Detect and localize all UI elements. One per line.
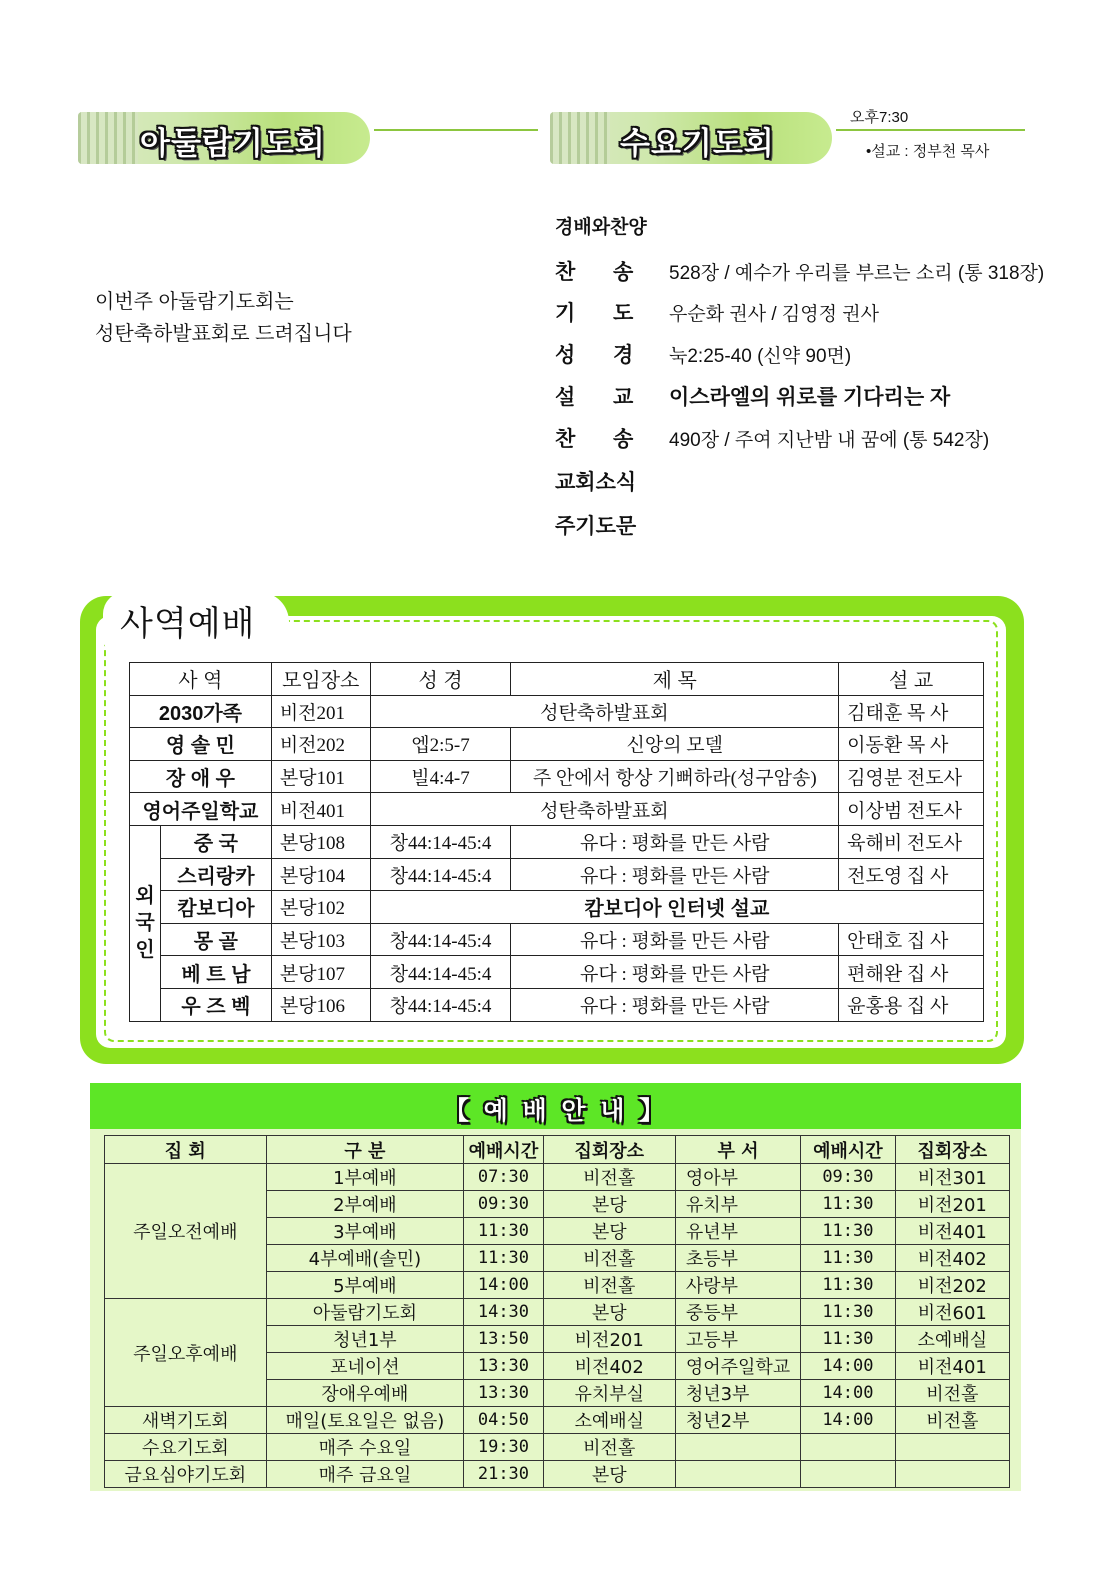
order-value: 눅2:25-40 (신약 90면) xyxy=(669,345,852,367)
ministry-preacher: 전도영 집 사 xyxy=(839,858,984,891)
order-item xyxy=(555,297,879,327)
foreign-label-char: 외 xyxy=(135,884,155,907)
service-kind: 3부예배 xyxy=(266,1218,464,1245)
table-row xyxy=(130,695,984,728)
department-time: 11:30 xyxy=(801,1326,896,1353)
header-cell: 성 경 xyxy=(370,663,511,696)
ministry-preacher: 육해비 전도사 xyxy=(839,825,984,858)
table-row xyxy=(130,891,984,924)
department-place: 소예배실 xyxy=(895,1326,1009,1353)
department-time: 11:30 xyxy=(801,1272,896,1299)
department-place: 비전301 xyxy=(895,1164,1009,1191)
service-kind: 5부예배 xyxy=(266,1272,464,1299)
department-place: 비전402 xyxy=(895,1245,1009,1272)
ministry-title-cell: 주 안에서 항상 기뻐하라(성구암송) xyxy=(511,760,839,793)
guide-title: 【 예 배 안 내 】 xyxy=(443,1096,668,1125)
banner-rule xyxy=(374,129,538,131)
order-church-news: 교회소식 xyxy=(555,471,637,494)
header-cell: 모임장소 xyxy=(271,663,370,696)
notice-line: 성탄축하발표회로 드려집니다 xyxy=(95,323,352,345)
order-label-second: 도 xyxy=(613,302,634,325)
department-time xyxy=(801,1461,896,1488)
order-label-second: 송 xyxy=(613,428,634,451)
ministry-group: 영어주일학교 xyxy=(130,793,272,826)
service-kind: 아둘람기도회 xyxy=(266,1299,464,1326)
order-heading: 경배와찬양 xyxy=(555,217,647,238)
ministry-title-cell: 유다 : 평화를 만든 사람 xyxy=(511,858,839,891)
ministry-place: 본당103 xyxy=(271,923,370,956)
department-place: 비전401 xyxy=(895,1218,1009,1245)
department: 고등부 xyxy=(675,1326,800,1353)
table-row xyxy=(130,858,984,891)
ministry-title-cell: 유다 : 평화를 만든 사람 xyxy=(511,825,839,858)
adulam-notice xyxy=(95,286,352,350)
table-row xyxy=(130,793,984,826)
service-kind: 청년1부 xyxy=(266,1326,464,1353)
department-place: 비전201 xyxy=(895,1191,1009,1218)
service-place: 비전홀 xyxy=(543,1272,675,1299)
service-place: 비전402 xyxy=(543,1353,675,1380)
foreign-label-char: 인 xyxy=(135,938,155,961)
service-place: 비전201 xyxy=(543,1326,675,1353)
department-time: 11:30 xyxy=(801,1218,896,1245)
service-place: 본당 xyxy=(543,1218,675,1245)
table-row xyxy=(105,1299,1010,1326)
notice-line: 이번주 아둘람기도회는 xyxy=(95,291,294,313)
department-place: 비전202 xyxy=(895,1272,1009,1299)
ministry-preacher: 김영분 전도사 xyxy=(839,760,984,793)
department: 초등부 xyxy=(675,1245,800,1272)
department: 청년2부 xyxy=(675,1407,800,1434)
header-cell: 부 서 xyxy=(675,1136,800,1164)
service-time: 14:30 xyxy=(464,1299,543,1326)
department-place xyxy=(895,1434,1009,1461)
header-cell: 설 교 xyxy=(839,663,984,696)
table-row xyxy=(105,1407,1010,1434)
header-cell: 예배시간 xyxy=(464,1136,543,1164)
service-kind: 4부예배(솔민) xyxy=(266,1245,464,1272)
foreign-group-label xyxy=(130,825,161,1021)
ministry-place: 본당104 xyxy=(271,858,370,891)
order-label-second: 교 xyxy=(613,386,634,409)
department-time: 11:30 xyxy=(801,1191,896,1218)
department: 중등부 xyxy=(675,1299,800,1326)
ministry-scripture: 창44:14-45:4 xyxy=(370,858,511,891)
department-place: 비전601 xyxy=(895,1299,1009,1326)
service-place: 유치부실 xyxy=(543,1380,675,1407)
guide-title-bar xyxy=(90,1083,1021,1129)
worship-guide-table xyxy=(104,1135,1010,1488)
ministry-group: 몽 골 xyxy=(160,923,271,956)
ministry-preacher: 안태호 집 사 xyxy=(839,923,984,956)
table-row xyxy=(130,988,984,1021)
service-group: 주일오전예배 xyxy=(105,1164,267,1299)
ministry-group: 장 애 우 xyxy=(130,760,272,793)
order-value: 490장 / 주여 지난밤 내 꿈에 (통 542장) xyxy=(669,429,990,451)
ministry-place: 본당108 xyxy=(271,825,370,858)
ministry-preacher: 이상범 전도사 xyxy=(839,793,984,826)
ministry-place: 본당106 xyxy=(271,988,370,1021)
service-time: 09:30 xyxy=(464,1191,543,1218)
ministry-scripture: 창44:14-45:4 xyxy=(370,923,511,956)
service-place: 소예배실 xyxy=(543,1407,675,1434)
department: 청년3부 xyxy=(675,1380,800,1407)
ministry-group: 우 즈 벡 xyxy=(160,988,271,1021)
ministry-title-cell: 유다 : 평화를 만든 사람 xyxy=(511,988,839,1021)
department-place: 비전홀 xyxy=(895,1407,1009,1434)
ministry-preacher: 김태훈 목 사 xyxy=(839,695,984,728)
department-place: 비전홀 xyxy=(895,1380,1009,1407)
ministry-title-cell: 성탄축하발표회 xyxy=(370,695,838,728)
service-time: 13:30 xyxy=(464,1353,543,1380)
service-kind: 2부예배 xyxy=(266,1191,464,1218)
ministry-group: 중 국 xyxy=(160,825,271,858)
header-cell: 예배시간 xyxy=(801,1136,896,1164)
order-item xyxy=(555,339,851,369)
service-kind: 매주 수요일 xyxy=(266,1434,464,1461)
ministry-title-cell: 성탄축하발표회 xyxy=(370,793,838,826)
service-kind: 1부예배 xyxy=(266,1164,464,1191)
service-time: 19:30 xyxy=(464,1434,543,1461)
ministry-scripture: 창44:14-45:4 xyxy=(370,988,511,1021)
ministry-place: 본당101 xyxy=(271,760,370,793)
service-time: 11:30 xyxy=(464,1218,543,1245)
order-label-first: 찬 xyxy=(555,261,576,284)
department: 영어주일학교 xyxy=(675,1353,800,1380)
order-value: 528장 / 예수가 우리를 부르는 소리 (통 318장) xyxy=(669,262,1045,284)
department: 유치부 xyxy=(675,1191,800,1218)
department-place xyxy=(895,1461,1009,1488)
ministry-table xyxy=(129,662,984,1022)
department-time: 11:30 xyxy=(801,1245,896,1272)
ministry-title-cell: 신앙의 모델 xyxy=(511,728,839,761)
department xyxy=(675,1461,800,1488)
service-place: 본당 xyxy=(543,1191,675,1218)
ministry-title-cell: 유다 : 평화를 만든 사람 xyxy=(511,956,839,989)
wednesday-time: 오후7:30 xyxy=(850,109,909,126)
department: 영아부 xyxy=(675,1164,800,1191)
department-time: 14:00 xyxy=(801,1380,896,1407)
ministry-title: 사역예배 xyxy=(120,604,256,644)
ministry-group: 스리랑카 xyxy=(160,858,271,891)
ministry-preacher: 편해완 집 사 xyxy=(839,956,984,989)
header-cell: 집회장소 xyxy=(543,1136,675,1164)
department: 사랑부 xyxy=(675,1272,800,1299)
department-time: 14:00 xyxy=(801,1353,896,1380)
table-row xyxy=(130,923,984,956)
service-kind: 매주 금요일 xyxy=(266,1461,464,1488)
service-group: 새벽기도회 xyxy=(105,1407,267,1434)
table-header-row xyxy=(130,663,984,696)
ministry-scripture: 창44:14-45:4 xyxy=(370,825,511,858)
order-label-first: 찬 xyxy=(555,428,576,451)
ministry-preacher: 이동환 목 사 xyxy=(839,728,984,761)
order-value: 이스라엘의 위로를 기다리는 자 xyxy=(669,386,951,409)
ministry-scripture: 창44:14-45:4 xyxy=(370,956,511,989)
ministry-preacher: 윤홍용 집 사 xyxy=(839,988,984,1021)
wednesday-banner-title: 수요기도회 xyxy=(620,126,775,162)
order-lords-prayer: 주기도문 xyxy=(555,515,637,538)
ministry-scripture: 빌4:4-7 xyxy=(370,760,511,793)
table-header-row xyxy=(105,1136,1010,1164)
service-place: 비전홀 xyxy=(543,1164,675,1191)
service-time: 04:50 xyxy=(464,1407,543,1434)
order-label-first: 기 xyxy=(555,302,576,325)
ministry-group: 베 트 남 xyxy=(160,956,271,989)
header-cell: 사 역 xyxy=(130,663,272,696)
wednesday-preacher: •설교 : 정부천 목사 xyxy=(866,143,990,160)
table-row xyxy=(105,1461,1010,1488)
ministry-group: 캄보디아 xyxy=(160,891,271,924)
service-place: 본당 xyxy=(543,1299,675,1326)
service-time: 13:50 xyxy=(464,1326,543,1353)
table-row xyxy=(130,728,984,761)
service-time: 13:30 xyxy=(464,1380,543,1407)
service-time: 07:30 xyxy=(464,1164,543,1191)
ministry-place: 비전202 xyxy=(271,728,370,761)
ministry-group: 영 솔 민 xyxy=(130,728,272,761)
service-kind: 포네이션 xyxy=(266,1353,464,1380)
order-value: 우순화 권사 / 김영정 권사 xyxy=(669,303,879,325)
table-row xyxy=(130,825,984,858)
foreign-label-char: 국 xyxy=(135,911,155,934)
header-cell: 제 목 xyxy=(511,663,839,696)
table-row xyxy=(105,1164,1010,1191)
service-place: 비전홀 xyxy=(543,1245,675,1272)
table-row xyxy=(130,956,984,989)
order-label-second: 경 xyxy=(613,344,634,367)
department-place: 비전401 xyxy=(895,1353,1009,1380)
service-time: 11:30 xyxy=(464,1245,543,1272)
ministry-place: 본당102 xyxy=(271,891,370,924)
service-group: 수요기도회 xyxy=(105,1434,267,1461)
service-place: 본당 xyxy=(543,1461,675,1488)
header-cell: 집 회 xyxy=(105,1136,267,1164)
order-item xyxy=(555,256,1044,286)
department-time xyxy=(801,1434,896,1461)
ministry-group: 2030가족 xyxy=(130,695,272,728)
order-label-first: 설 xyxy=(555,386,576,409)
department xyxy=(675,1434,800,1461)
service-kind: 장애우예배 xyxy=(266,1380,464,1407)
ministry-place: 본당107 xyxy=(271,956,370,989)
service-group: 주일오후예배 xyxy=(105,1299,267,1407)
service-time: 14:00 xyxy=(464,1272,543,1299)
ministry-place: 비전201 xyxy=(271,695,370,728)
order-item xyxy=(555,381,950,411)
table-row xyxy=(130,760,984,793)
department-time: 09:30 xyxy=(801,1164,896,1191)
ministry-title-cell: 캄보디아 인터넷 설교 xyxy=(370,891,983,924)
department-time: 14:00 xyxy=(801,1407,896,1434)
table-row xyxy=(105,1434,1010,1461)
ministry-title-cell: 유다 : 평화를 만든 사람 xyxy=(511,923,839,956)
service-group: 금요심야기도회 xyxy=(105,1461,267,1488)
order-label-first: 성 xyxy=(555,344,576,367)
ministry-place: 비전401 xyxy=(271,793,370,826)
order-label-second: 송 xyxy=(613,261,634,284)
service-kind: 매일(토요일은 없음) xyxy=(266,1407,464,1434)
header-cell: 집회장소 xyxy=(895,1136,1009,1164)
header-cell: 구 분 xyxy=(266,1136,464,1164)
service-time: 21:30 xyxy=(464,1461,543,1488)
adulam-banner-title: 아둘람기도회 xyxy=(140,126,326,162)
adulam-banner xyxy=(78,112,538,164)
ministry-scripture: 엡2:5-7 xyxy=(370,728,511,761)
order-item xyxy=(555,423,989,453)
department-time: 11:30 xyxy=(801,1299,896,1326)
banner-rule xyxy=(836,129,1025,131)
service-place: 비전홀 xyxy=(543,1434,675,1461)
department: 유년부 xyxy=(675,1218,800,1245)
